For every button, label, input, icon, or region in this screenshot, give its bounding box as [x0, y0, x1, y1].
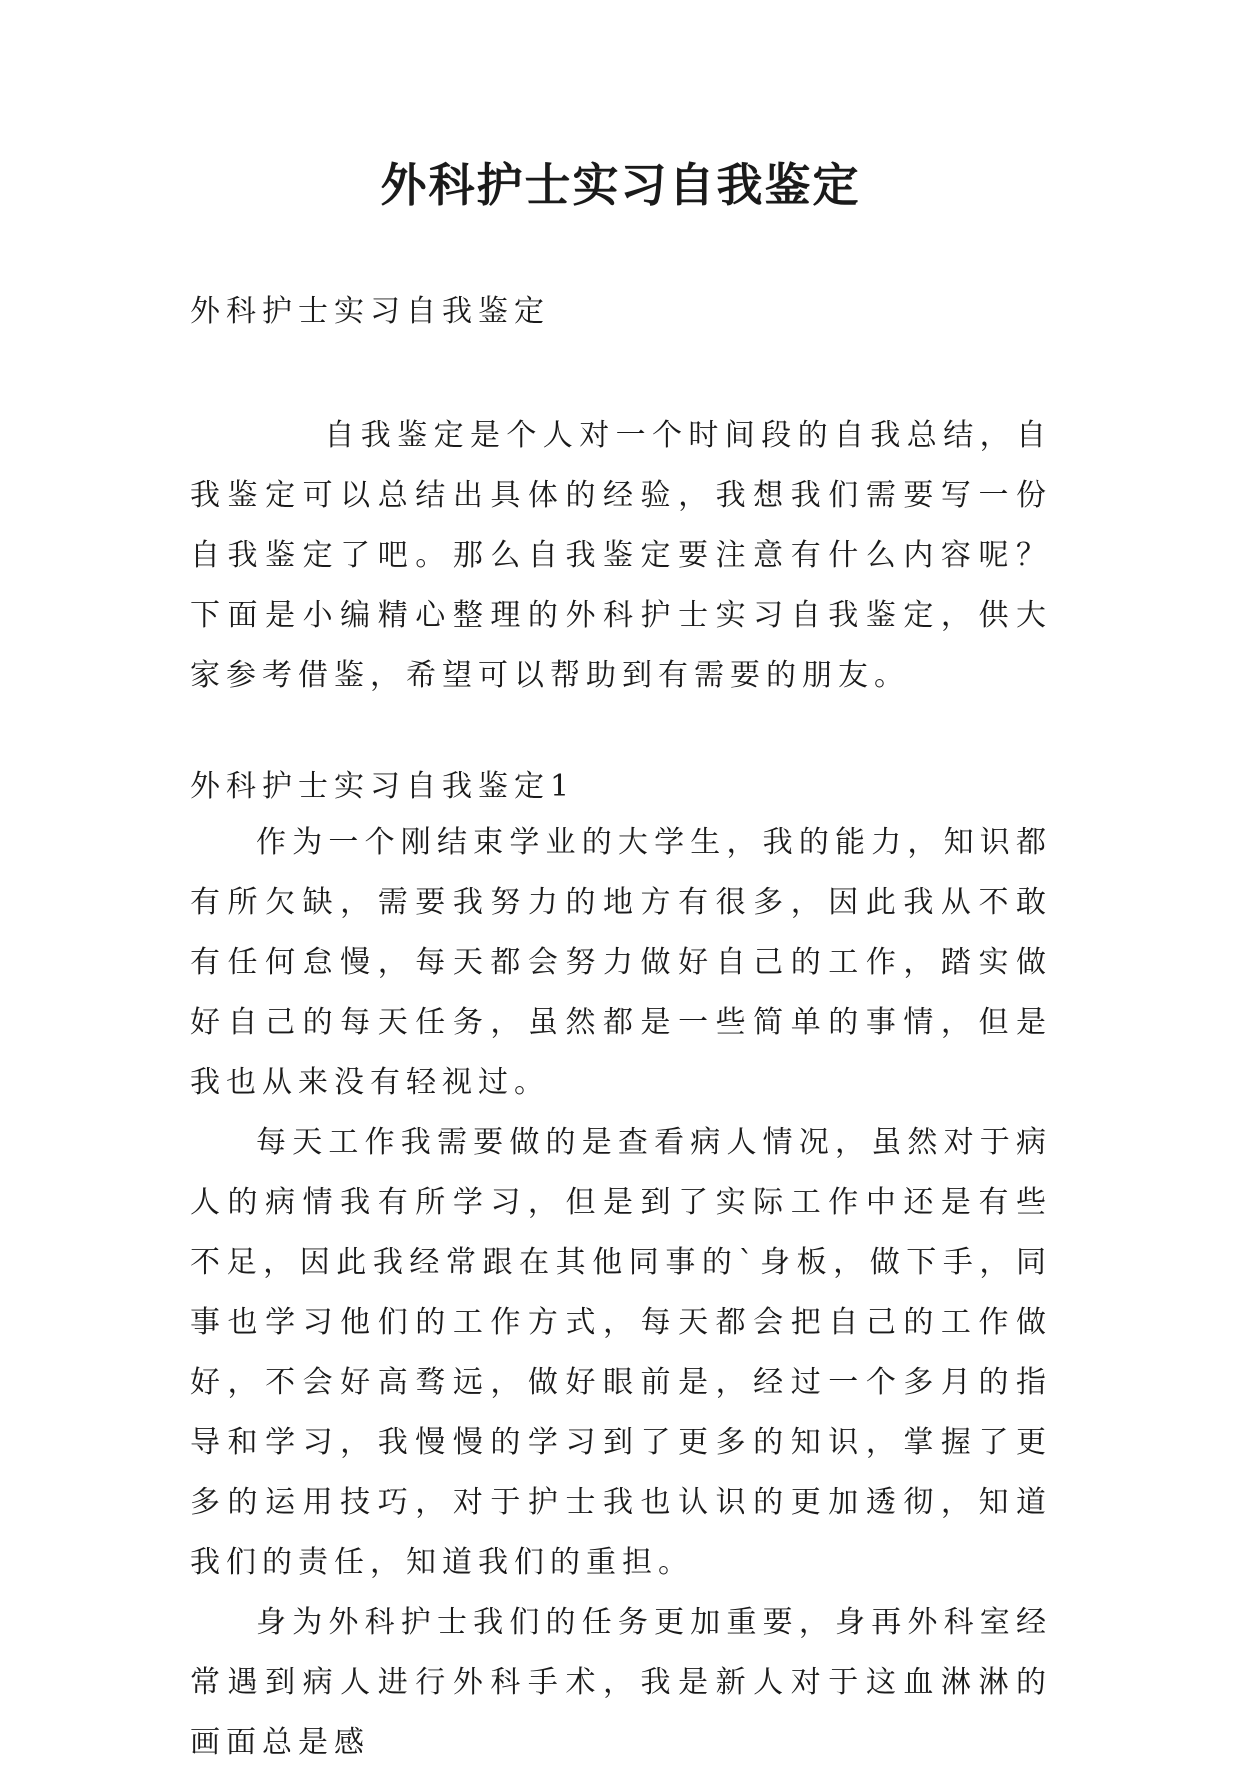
intro-text: 自我鉴定是个人对一个时间段的自我总结，自我鉴定可以总结出具体的经验，我想我们需要写一份自我鉴定了吧。那么自我鉴定要注意有什么内容呢？下面是小编精心整理的外科护士实习自我鉴定，供大家参考借鉴，希望可以帮助到有需要的朋友。: [190, 418, 1052, 693]
document-subtitle: 外科护士实习自我鉴定: [190, 294, 550, 329]
body-paragraph: 作为一个刚结束学业的大学生，我的能力，知识都有所欠缺，需要我努力的地方有很多，因此我从不敢有任何怠慢，每天都会努力做好自己的工作，踏实做好自己的每天任务，虽然都是一些简单的事情，但是我也从来没有轻视过。: [190, 825, 1052, 1100]
intro-paragraph: [190, 406, 1052, 706]
body-paragraph: 每天工作我需要做的是查看病人情况，虽然对于病人的病情我有所学习，但是到了实际工作中还是有些不足，因此我经常跟在其他同事的`身板，做下手，同事也学习他们的工作方式，每天都会把自己的工作做好，不会好高骛远，做好眼前是，经过一个多月的指导和学习，我慢慢的学习到了更多的知识，掌握了更多的运用技巧，对于护士我也认识的更加透彻，知道我们的责任，知道我们的重担。: [190, 1125, 1052, 1580]
document-title: 外科护士实习自我鉴定: [380, 158, 861, 212]
body-paragraph: 身为外科护士我们的任务更加重要，身再外科室经常遇到病人进行外科手术，我是新人对于这血淋淋的画面总是感: [190, 1605, 1052, 1760]
section-body: [190, 813, 1052, 1773]
section-heading: 外科护士实习自我鉴定1: [190, 769, 576, 804]
